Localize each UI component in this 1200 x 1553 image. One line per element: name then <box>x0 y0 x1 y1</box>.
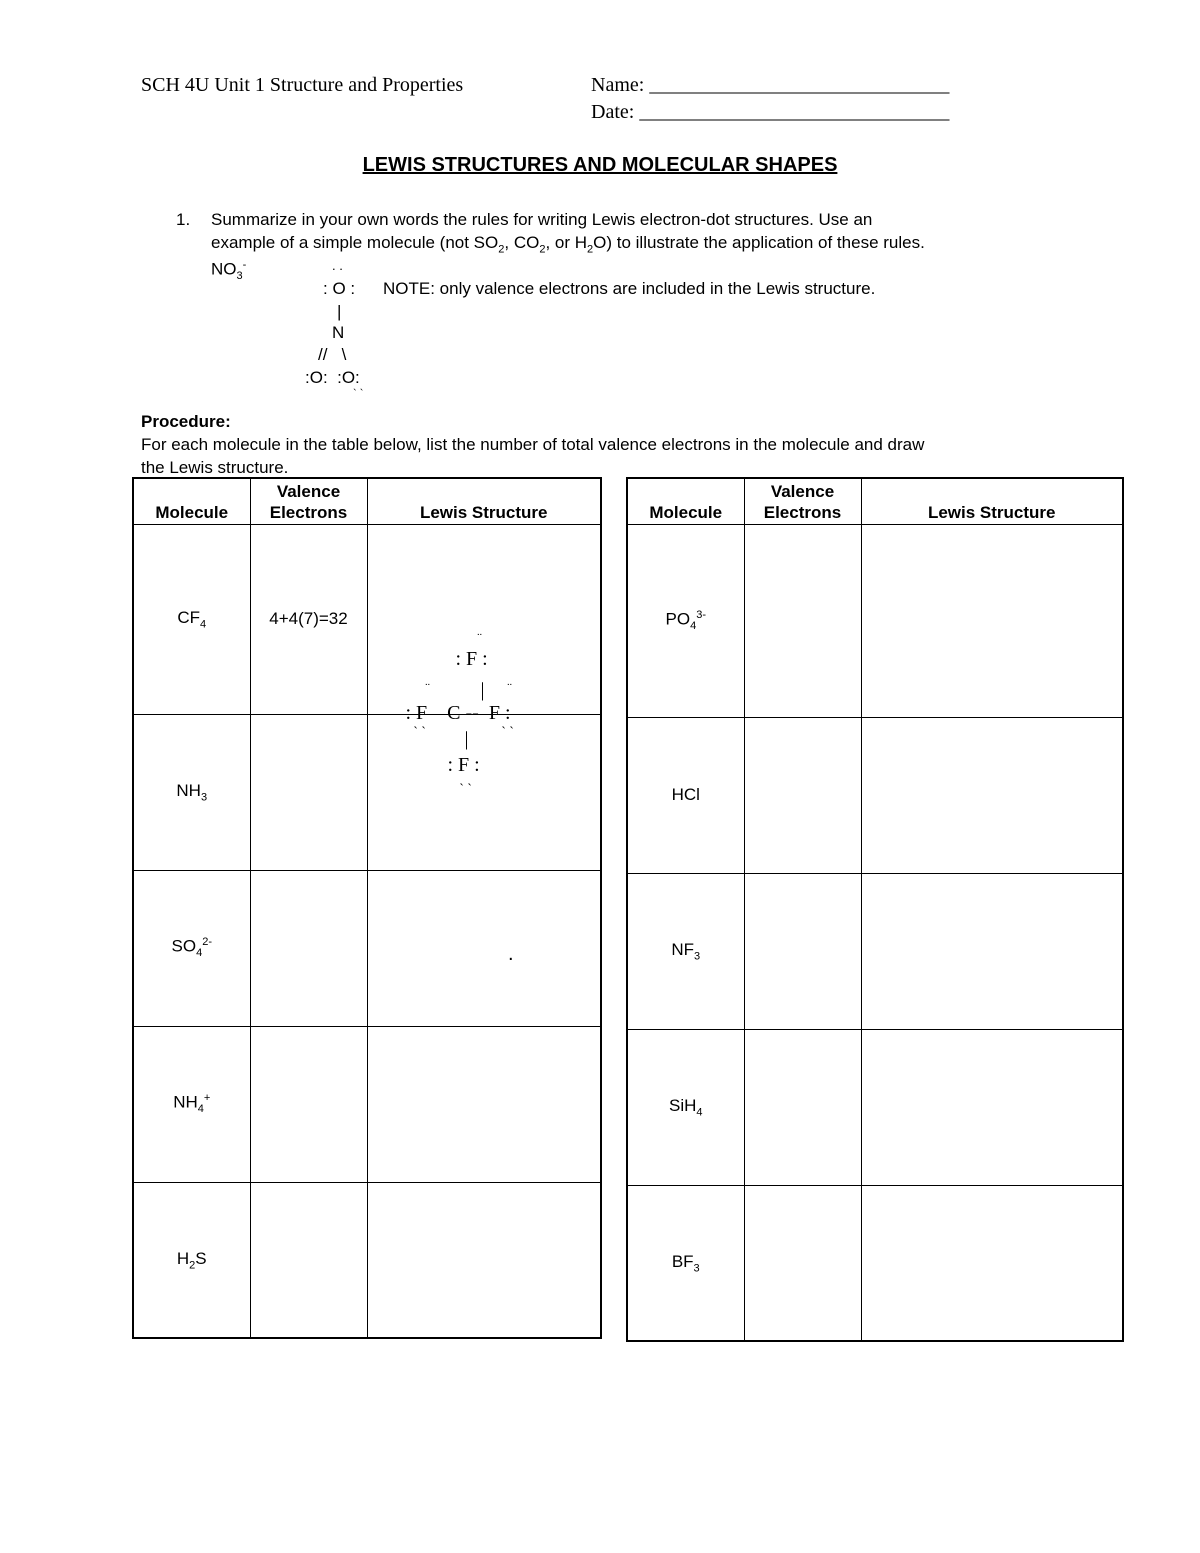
cf4-dots-left: ¨ <box>425 681 430 696</box>
mol-sub: 4 <box>696 1106 703 1119</box>
mol-base: CF <box>177 607 201 627</box>
cf4-bottom-dots: ` ` <box>459 781 472 796</box>
procedure-heading: Procedure: <box>141 412 231 431</box>
molecule-cell <box>627 524 744 717</box>
cf4-bottom: : F : <box>447 754 480 776</box>
molecule-cell <box>627 1029 744 1185</box>
mol-base: SiH <box>668 1095 697 1115</box>
q-text-d: O) to illustrate the application of these rules. <box>593 233 925 252</box>
mol-sup: 3- <box>696 608 706 621</box>
lewis-cell[interactable] <box>367 870 601 1026</box>
cf4-top-dots: ¨ <box>477 631 482 646</box>
lewis-cell[interactable] <box>861 717 1123 873</box>
no3-bond-1: | <box>337 302 342 321</box>
no3-center: N <box>332 323 345 342</box>
question-line-1: Summarize in your own words the rules for writing Lewis electron-dot structures. Use an <box>211 210 873 229</box>
molecule-cell <box>627 873 744 1029</box>
valence-cell[interactable] <box>744 717 861 873</box>
q-text-a: example of a simple molecule (not SO <box>211 233 499 252</box>
lewis-cell[interactable] <box>367 1182 601 1338</box>
lewis-cell[interactable] <box>367 714 601 870</box>
right-valence-1: Valence <box>770 481 835 501</box>
procedure-line-1: For each molecule in the table below, list the number of total valence electrons in the molecule and draw <box>141 435 925 454</box>
cf4-bond-up: | <box>480 679 485 701</box>
mol-sub: 3 <box>694 950 701 963</box>
cf4-under-right: ` ` <box>501 724 514 739</box>
q-text-c: , or H <box>545 233 588 252</box>
mol-sub: 4 <box>197 1103 204 1116</box>
date-blank[interactable]: _______________________________ <box>639 101 950 123</box>
q-text-b: , CO <box>504 233 540 252</box>
molecule-cell <box>133 524 250 714</box>
mol-sub: 4 <box>690 620 697 633</box>
valence-cell[interactable] <box>250 714 367 870</box>
no3-top-atom: : O : <box>323 279 356 298</box>
mol-sub: 3 <box>200 791 208 804</box>
mol-base: BF <box>671 1251 694 1271</box>
cf4-bond-down: | <box>464 728 469 750</box>
q-sub-co2: 2 <box>539 243 546 256</box>
question-line-2 <box>211 231 925 261</box>
right-table <box>626 477 1124 1342</box>
name-label: Name: <box>591 74 650 96</box>
mol-sup: + <box>203 1092 211 1105</box>
table-row <box>133 870 601 1026</box>
table-row <box>627 524 1123 717</box>
mol-base: NF <box>671 939 695 959</box>
stray-mark: . <box>507 942 514 965</box>
mol-base: NH <box>173 1093 198 1113</box>
lewis-cell[interactable] <box>367 1026 601 1182</box>
valence-cell[interactable]: 4+4(7)=32 <box>250 524 367 714</box>
valence-cell[interactable] <box>250 870 367 1026</box>
mol-sub: 4 <box>196 947 203 960</box>
right-header-valence <box>744 478 861 524</box>
course-header: SCH 4U Unit 1 Structure and Properties <box>141 74 464 96</box>
name-line[interactable] <box>591 74 949 97</box>
mol-base: H <box>176 1248 190 1268</box>
mol-base: NH <box>176 780 201 800</box>
table-row <box>133 524 601 714</box>
cf4-under-left: ` ` <box>413 724 426 739</box>
mol-tail: S <box>195 1248 207 1268</box>
left-header-row <box>133 478 601 524</box>
valence-cell[interactable] <box>250 1026 367 1182</box>
molecule-cell <box>627 717 744 873</box>
name-blank[interactable]: ______________________________ <box>649 74 950 96</box>
table-row <box>627 1029 1123 1185</box>
left-table <box>132 477 602 1339</box>
right-header-lewis: Lewis Structure <box>861 478 1123 524</box>
left-header-molecule: Molecule <box>133 478 250 524</box>
molecule-cell <box>133 1026 250 1182</box>
procedure-line-2: the Lewis structure. <box>141 458 289 477</box>
example-base: NO <box>211 259 237 279</box>
date-label: Date: <box>591 101 640 123</box>
mol-sub: 4 <box>200 618 207 631</box>
mol-base: HCl <box>671 785 700 804</box>
example-sub: 3 <box>236 270 243 283</box>
cf4-top: : F : <box>455 648 488 670</box>
table-row <box>627 873 1123 1029</box>
molecule-cell <box>133 870 250 1026</box>
note-text: NOTE: only valence electrons are included in the Lewis structure. <box>383 279 876 298</box>
table-row <box>627 717 1123 873</box>
right-valence-2: Electrons <box>763 502 842 522</box>
table-row <box>133 1182 601 1338</box>
valence-cell[interactable] <box>744 1029 861 1185</box>
lewis-cell[interactable] <box>367 524 601 796</box>
table-row <box>627 1185 1123 1341</box>
valence-cell[interactable] <box>744 873 861 1029</box>
question-number: 1. <box>176 210 191 229</box>
cf4-middle: : F – C -- F : <box>405 702 511 724</box>
cf4-dots-right: ¨ <box>507 681 512 696</box>
mol-sub: 2 <box>189 1258 196 1271</box>
left-header-valence <box>250 478 367 524</box>
no3-bottom-dots: ` ` <box>353 388 364 400</box>
date-line[interactable] <box>591 101 949 124</box>
mol-sup: 2- <box>202 936 212 949</box>
example-formula <box>211 254 246 288</box>
q-sub-so2: 2 <box>498 243 505 256</box>
molecule-cell <box>133 1182 250 1338</box>
mol-sub: 3 <box>693 1261 700 1274</box>
lewis-cell[interactable] <box>861 524 1123 717</box>
example-sup: - <box>242 259 247 271</box>
right-header-molecule: Molecule <box>627 478 744 524</box>
lewis-cell[interactable] <box>861 1185 1123 1341</box>
mol-base: SO <box>171 937 197 957</box>
table-row <box>133 714 601 870</box>
molecule-cell <box>627 1185 744 1341</box>
q-sub-h2o: 2 <box>587 243 594 256</box>
valence-cell[interactable] <box>744 524 861 717</box>
left-header-lewis: Lewis Structure <box>367 478 601 524</box>
molecule-cell <box>133 714 250 870</box>
valence-cell[interactable] <box>250 1182 367 1338</box>
valence-cell[interactable] <box>744 1185 861 1341</box>
page-title: LEWIS STRUCTURES AND MOLECULAR SHAPES <box>362 154 838 176</box>
no3-top-dots: . . <box>332 258 343 273</box>
table-row <box>133 1026 601 1182</box>
left-valence-2: Electrons <box>269 502 348 522</box>
no3-bonds-2: // \ <box>318 345 347 364</box>
mol-base: PO <box>665 609 691 629</box>
right-header-row <box>627 478 1123 524</box>
lewis-cell[interactable] <box>861 1029 1123 1185</box>
left-valence-1: Valence <box>276 481 341 501</box>
no3-bottom: :O: :O: <box>305 368 360 387</box>
lewis-cell[interactable] <box>861 873 1123 1029</box>
